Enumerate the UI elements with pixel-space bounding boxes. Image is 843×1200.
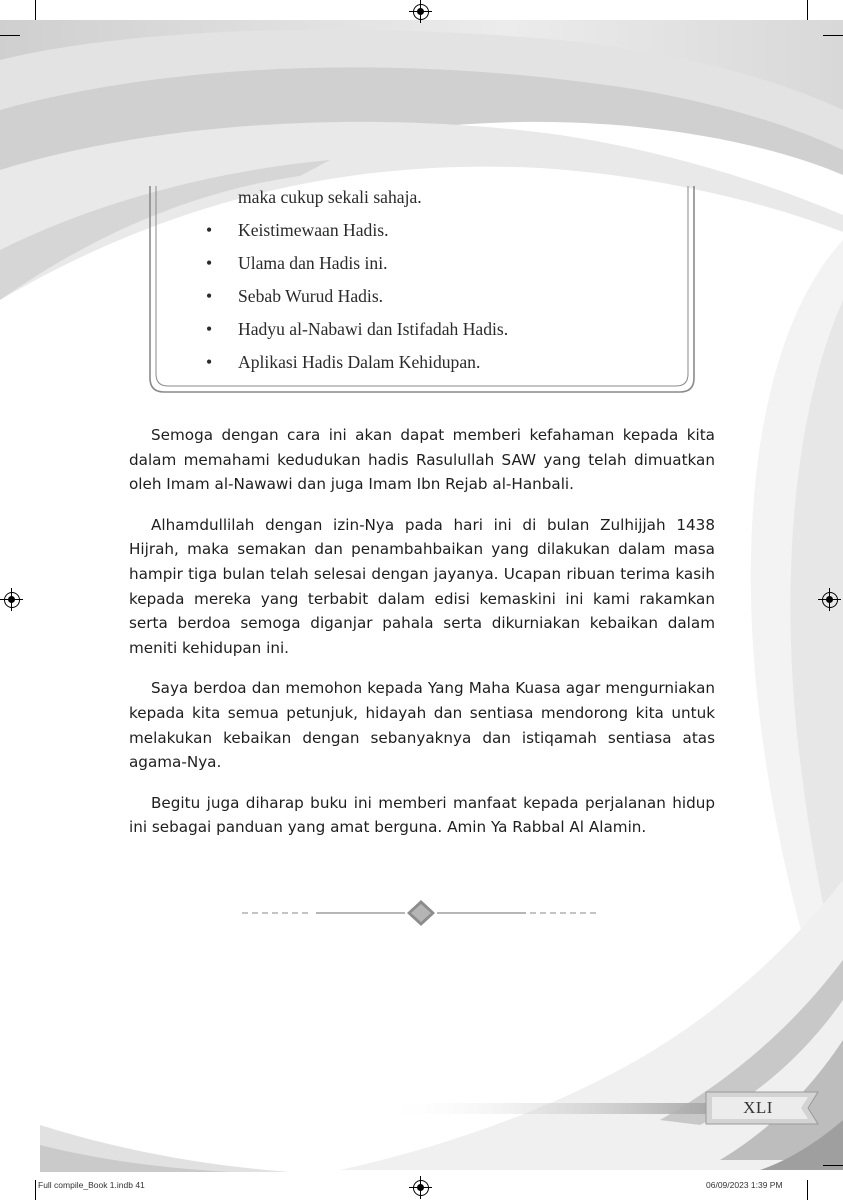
bullet-icon: • (206, 352, 213, 372)
registration-mark-icon (822, 592, 838, 608)
feature-list (206, 181, 676, 379)
crop-mark (823, 1165, 843, 1166)
page-number: XLI (743, 1098, 773, 1117)
paragraph: Alhamdullilah dengan izin-Nya pada hari ini di bulan Zulhijjah 1438 Hijrah, maka semakan dan penambahbaikan yang dilakukan dalam masa hampir tiga bulan telah selesai dengan jayanya. Ucapan ribuan terima kasih kepada mereka yang terbabit dalam edisi kemaskini ini kami rakamkan serta berdoa semoga diganjar pahala serta dikurniakan kebaikan dalam meniti kehidupan ini. (129, 515, 715, 657)
crop-mark (807, 0, 808, 20)
list-continuation-text: maka cukup sekali sahaja. (238, 187, 422, 207)
slug-file: Full compile_Book 1.indb 41 (38, 1180, 145, 1190)
crop-mark (0, 35, 20, 36)
bullet-icon: • (206, 286, 213, 306)
list-item-text: Sebab Wurud Hadis. (238, 286, 384, 306)
list-item (206, 280, 676, 313)
registration-mark-icon (413, 4, 429, 20)
bullet-icon: • (206, 253, 213, 273)
crop-mark (35, 1180, 36, 1200)
list-item-text: Hadyu al-Nabawi dan Istifadah Hadis. (238, 319, 509, 339)
slug-datetime: 06/09/2023 1:39 PM (706, 1180, 783, 1190)
registration-mark-icon (4, 592, 20, 608)
crop-mark (823, 35, 843, 36)
ornament-divider (240, 898, 602, 928)
list-item-text: Ulama dan Hadis ini. (238, 253, 388, 273)
list-item (206, 313, 676, 346)
crop-mark (807, 1180, 808, 1200)
crop-mark (35, 0, 36, 20)
bullet-icon: • (206, 220, 213, 240)
list-item (206, 247, 676, 280)
bullet-icon: • (206, 319, 213, 339)
paragraph: Saya berdoa dan memohon kepada Yang Maha Kuasa agar mengurniakan kepada kita semua petunjuk, hidayah dan sentiasa mendorong kita untuk melakukan kebaikan dengan sebanyaknya dan istiqamah sentiasa atas agama-Nya. (129, 679, 715, 772)
list-item (206, 346, 676, 379)
body-text (129, 423, 715, 856)
registration-mark-icon (413, 1180, 429, 1196)
paragraph: Semoga dengan cara ini akan dapat memberi kefahaman kepada kita dalam memahami kedudukan hadis Rasulullah SAW yang telah dimuatkan oleh Imam al-Nawawi dan juga Imam Ibn Rejab al-Hanbali. (129, 426, 715, 494)
list-item-text: Aplikasi Hadis Dalam Kehidupan. (238, 352, 481, 372)
list-item-text: Keistimewaan Hadis. (238, 220, 389, 240)
list-item (206, 214, 676, 247)
paragraph: Begitu juga diharap buku ini memberi manfaat kepada perjalanan hidup ini sebagai panduan yang amat berguna. Amin Ya Rabbal Al Alamin. (129, 793, 715, 837)
